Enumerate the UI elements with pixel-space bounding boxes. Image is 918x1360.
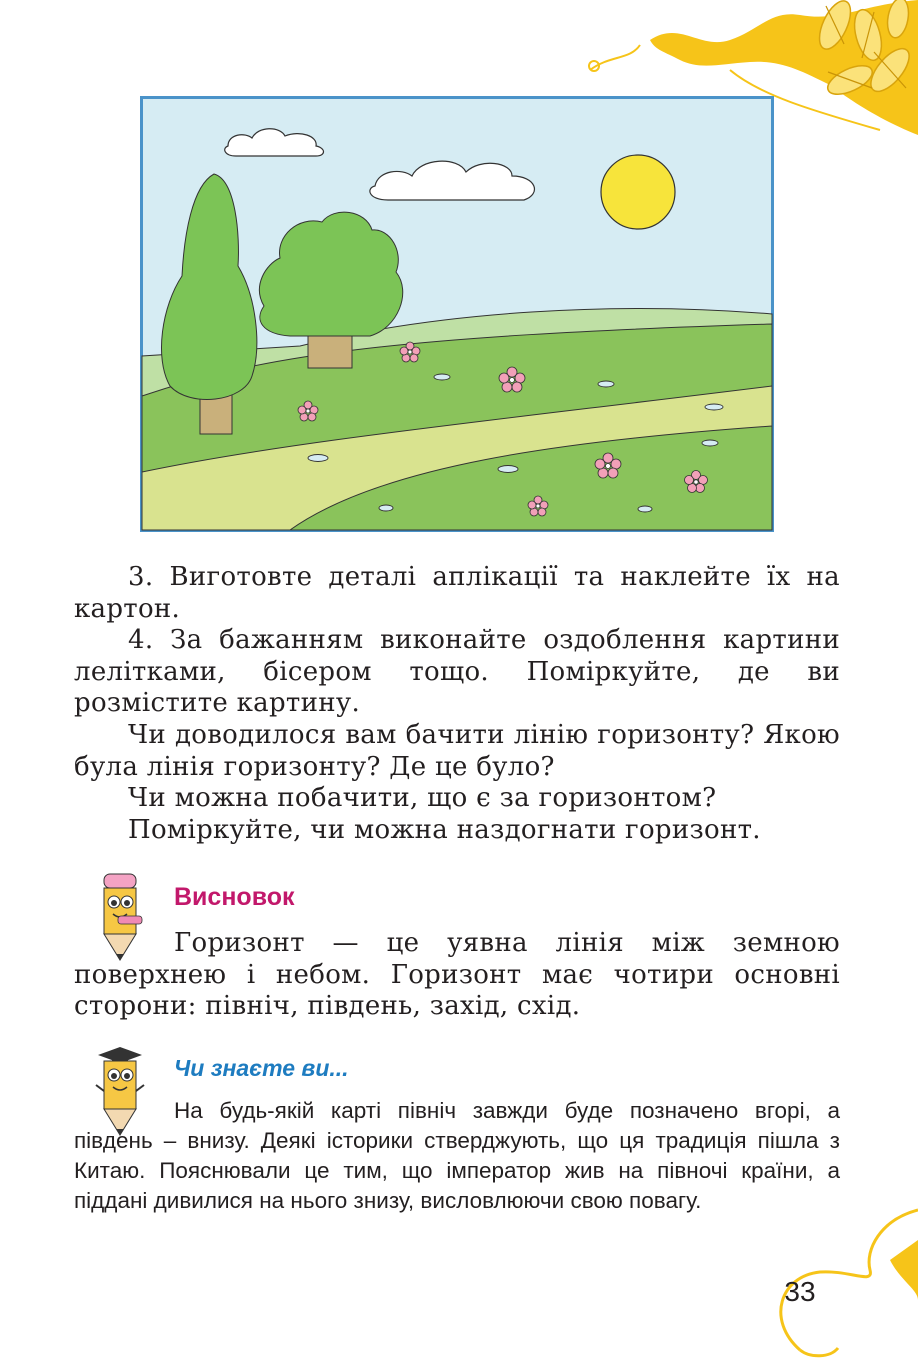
question-2: Чи можна побачити, що є за горизонтом?: [128, 783, 717, 813]
conclusion-title: Висновок: [174, 883, 295, 911]
sun-icon: [601, 155, 675, 229]
landscape-illustration: [140, 96, 774, 532]
step-text: За бажанням виконайте оздоблення картини лелітками, бісером тощо. Поміркуйте, де ви розмістите картину.: [74, 625, 840, 718]
question-1: Чи доводилося вам бачити лінію горизонту? Якою була лінія горизонту? Де це було?: [74, 720, 840, 782]
page-number: 33: [784, 1276, 816, 1307]
question-3: Поміркуйте, чи можна наздогнати горизонт.: [128, 815, 761, 845]
step-number: 3.: [128, 562, 154, 592]
step-text: Виготовте деталі аплікації та наклейте їх на картон.: [74, 562, 840, 624]
did-you-know-title: Чи знаєте ви...: [174, 1055, 349, 1081]
conclusion-text: Горизонт — це уявна лінія між земною поверхнею і небом. Горизонт має чотири основні сторони: північ, південь, захід, схід.: [74, 928, 840, 1021]
step-number: 4.: [128, 625, 154, 655]
did-you-know-text: На будь-якій карті північ завжди буде позначено вгорі, а південь – внизу. Деякі історики стверджують, що ця традиція пішла з Китаю. Пояснювали це тим, що імператор жив на півночі країни, а піддані дивилися на нього знизу, висловлюючи свою повагу.: [74, 1098, 840, 1213]
step-3: [74, 562, 840, 625]
step-4: [74, 625, 840, 720]
